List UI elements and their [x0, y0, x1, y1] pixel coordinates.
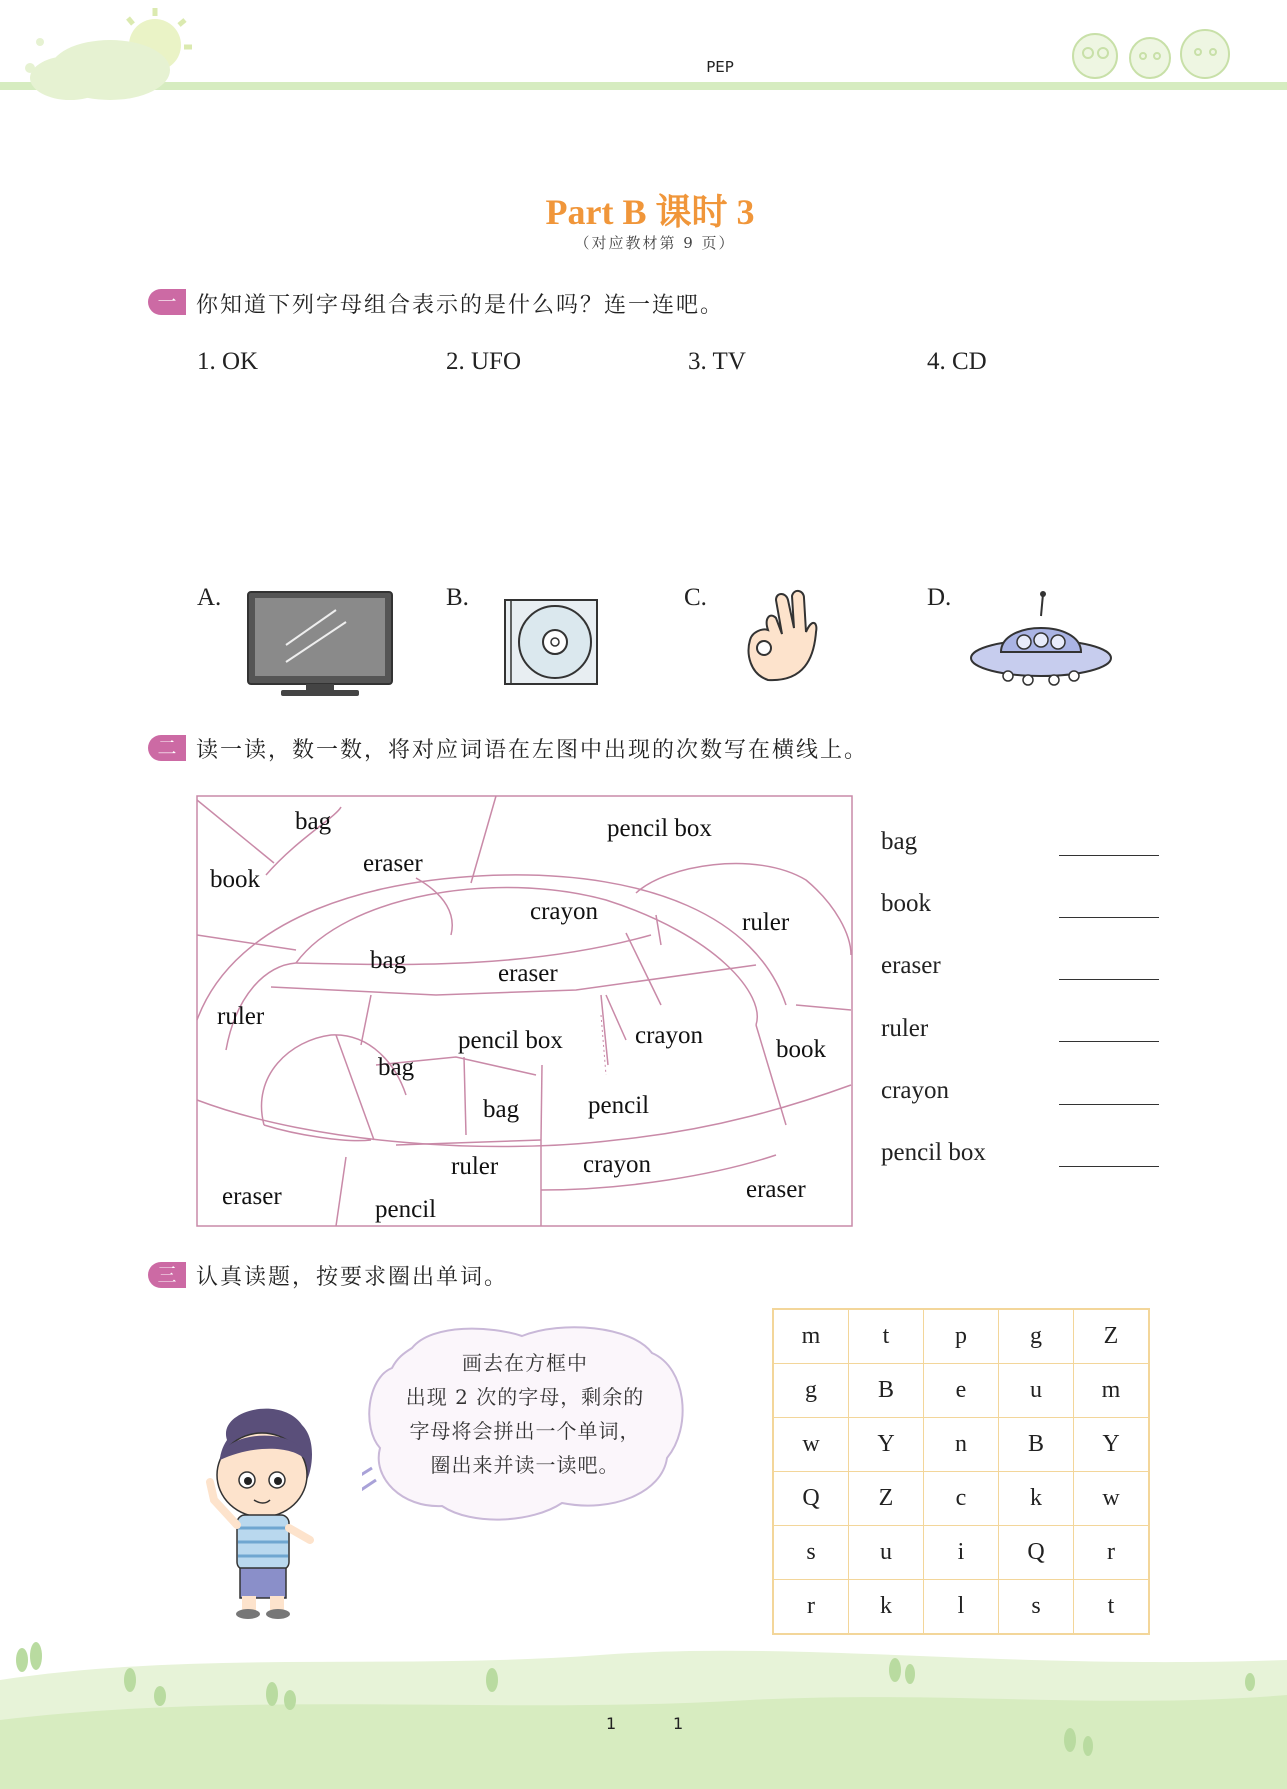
igloo-word: pencil box [458, 1027, 563, 1054]
grid-cell[interactable]: e [924, 1364, 999, 1418]
section-2-badge: 二 [148, 735, 186, 761]
grid-row [773, 1472, 1149, 1526]
animal-faces-decoration [1055, 18, 1255, 84]
grid-row [773, 1418, 1149, 1472]
option-b-label: B. [446, 584, 469, 611]
grid-cell[interactable]: Q [999, 1526, 1074, 1580]
igloo-word: ruler [742, 909, 790, 936]
igloo-word: pencil box [607, 815, 712, 842]
igloo-word: pencil [375, 1196, 437, 1223]
grid-cell[interactable]: Z [1074, 1309, 1150, 1364]
count-blank-bag[interactable] [1059, 855, 1159, 856]
count-blank-pencil-box[interactable] [1059, 1166, 1159, 1167]
speech-bubble-text [385, 1346, 665, 1482]
grid-cell[interactable]: B [849, 1364, 924, 1418]
grid-cell[interactable]: Y [849, 1418, 924, 1472]
igloo-word: bag [295, 808, 332, 835]
grid-cell[interactable]: B [999, 1418, 1074, 1472]
grass-hills-decoration [0, 1640, 1287, 1789]
count-label-eraser: eraser [881, 952, 941, 979]
igloo-word: eraser [222, 1183, 282, 1210]
count-label-book: book [881, 890, 931, 917]
count-label-crayon: crayon [881, 1077, 950, 1104]
count-label-bag: bag [881, 828, 918, 855]
count-label-ruler: ruler [881, 1015, 929, 1042]
grid-cell[interactable]: n [924, 1418, 999, 1472]
igloo-word: bag [370, 947, 407, 974]
grid-cell[interactable]: u [999, 1364, 1074, 1418]
bubble-line: 出现 2 次的字母，剩余的 [405, 1385, 645, 1409]
igloo-word: ruler [451, 1153, 499, 1180]
igloo-word: ruler [217, 1003, 265, 1030]
igloo-word: crayon [583, 1151, 652, 1178]
igloo-word: book [210, 866, 260, 893]
grid-cell[interactable]: t [849, 1309, 924, 1364]
page-title: Part B 课时 3 [545, 192, 755, 232]
section-2-instruction: 读一读，数一数，将对应词语在左图中出现的次数写在横线上。 [196, 738, 869, 763]
grid-cell[interactable]: l [924, 1580, 999, 1635]
grid-cell[interactable]: r [773, 1580, 849, 1635]
grid-cell[interactable]: w [1074, 1472, 1150, 1526]
igloo-word: pencil [588, 1092, 650, 1119]
igloo-word: bag [483, 1096, 520, 1123]
ufo-icon [966, 590, 1116, 690]
grid-cell[interactable]: c [924, 1472, 999, 1526]
grid-cell[interactable]: w [773, 1418, 849, 1472]
grid-cell[interactable]: p [924, 1309, 999, 1364]
tv-icon [246, 590, 394, 698]
page-number-left: 1 [606, 1714, 617, 1733]
match-item-1: 1. OK [197, 348, 259, 375]
ok-hand-icon [738, 588, 818, 688]
grid-cell[interactable]: s [999, 1580, 1074, 1635]
grid-cell[interactable]: Y [1074, 1418, 1150, 1472]
grid-cell[interactable]: g [999, 1309, 1074, 1364]
boy-character [192, 1400, 332, 1620]
grid-cell[interactable]: i [924, 1526, 999, 1580]
grid-row [773, 1309, 1149, 1364]
cd-icon [503, 596, 603, 688]
count-blank-book[interactable] [1059, 917, 1159, 918]
header-brand: PEP [706, 58, 734, 76]
grid-row [773, 1526, 1149, 1580]
bubble-line: 圈出来并读一读吧。 [430, 1453, 620, 1477]
option-a-label: A. [197, 584, 222, 611]
bubble-line: 字母将会拼出一个单词， [409, 1419, 641, 1443]
count-label-pencil-box: pencil box [881, 1139, 986, 1166]
option-d-label: D. [927, 584, 952, 611]
grid-cell[interactable]: Q [773, 1472, 849, 1526]
section-1-badge: 一 [148, 289, 186, 315]
match-item-4: 4. CD [927, 348, 987, 375]
option-c-label: C. [684, 584, 707, 611]
grid-cell[interactable]: u [849, 1526, 924, 1580]
page-number-right: 1 [673, 1714, 684, 1733]
sun-cloud-decoration [0, 0, 220, 120]
grid-cell[interactable]: g [773, 1364, 849, 1418]
igloo-word-picture [196, 795, 853, 1227]
count-blank-eraser[interactable] [1059, 979, 1159, 980]
page-subtitle: （对应教材第 9 页） [574, 234, 736, 252]
grid-cell[interactable]: t [1074, 1580, 1150, 1635]
match-item-2: 2. UFO [446, 348, 522, 375]
grid-cell[interactable]: s [773, 1526, 849, 1580]
count-blank-ruler[interactable] [1059, 1041, 1159, 1042]
count-blank-crayon[interactable] [1059, 1104, 1159, 1105]
grid-cell[interactable]: r [1074, 1526, 1150, 1580]
igloo-word: eraser [498, 960, 558, 987]
bubble-line: 画去在方框中 [462, 1351, 588, 1375]
grid-row [773, 1580, 1149, 1635]
grid-cell[interactable]: k [999, 1472, 1074, 1526]
section-3-instruction: 认真读题，按要求圈出单词。 [196, 1265, 509, 1290]
igloo-word: crayon [530, 898, 599, 925]
section-1-instruction: 你知道下列字母组合表示的是什么吗？连一连吧。 [196, 293, 725, 318]
grid-row [773, 1364, 1149, 1418]
igloo-word: crayon [635, 1022, 704, 1049]
igloo-word: eraser [363, 850, 423, 877]
grid-cell[interactable]: m [773, 1309, 849, 1364]
igloo-word: book [776, 1036, 826, 1063]
letter-grid [772, 1308, 1150, 1635]
match-item-3: 3. TV [688, 348, 746, 375]
section-3-badge: 三 [148, 1262, 186, 1288]
igloo-word: eraser [746, 1176, 806, 1203]
grid-cell[interactable]: k [849, 1580, 924, 1635]
grid-cell[interactable]: Z [849, 1472, 924, 1526]
igloo-word: bag [378, 1054, 415, 1081]
grid-cell[interactable]: m [1074, 1364, 1150, 1418]
